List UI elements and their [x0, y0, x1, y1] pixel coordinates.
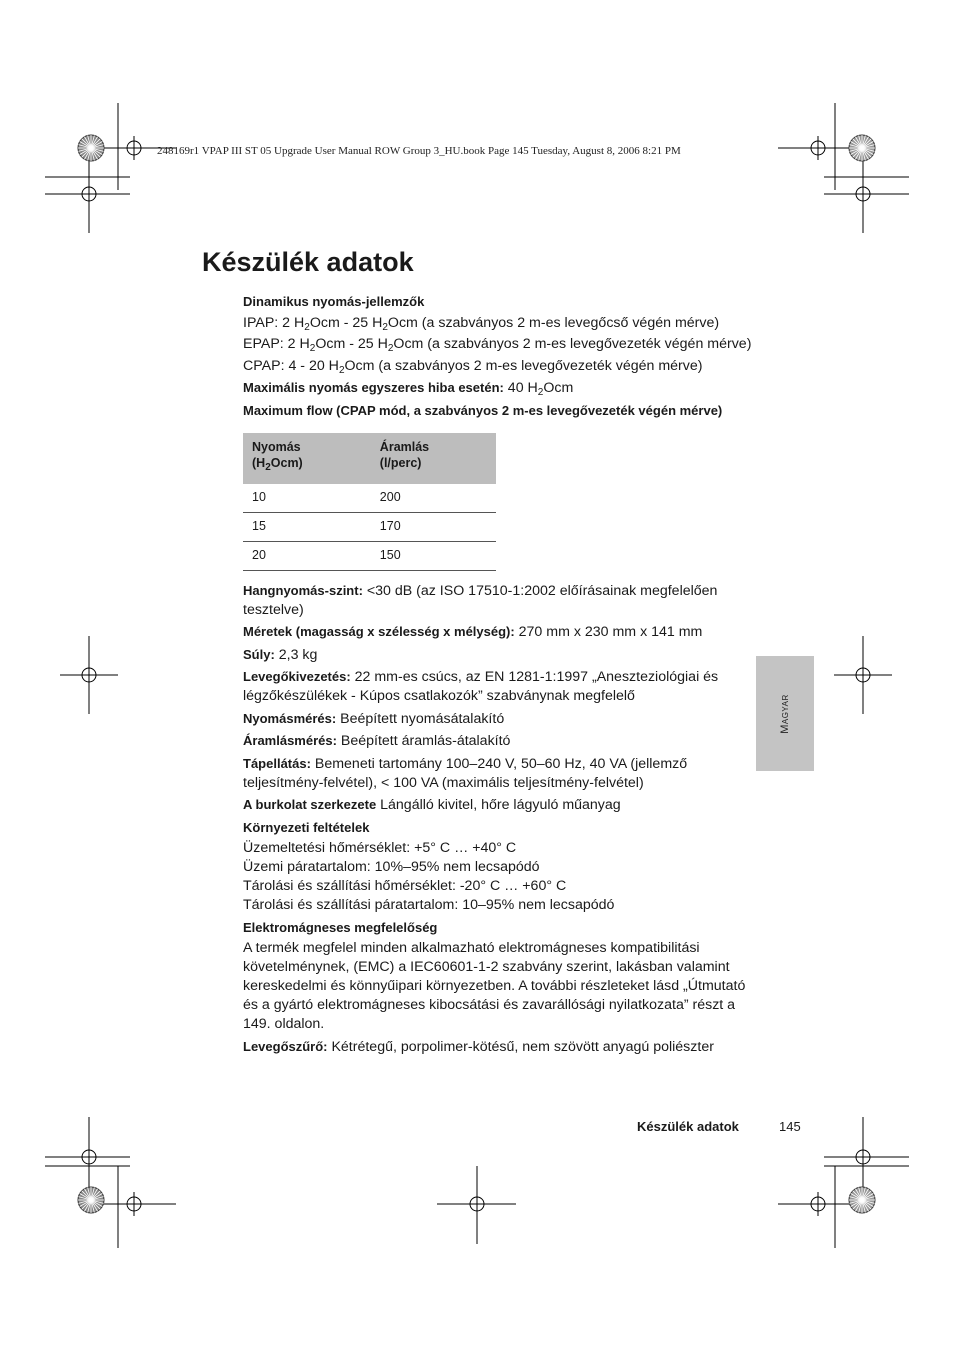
- table-row: 10 200: [243, 484, 496, 513]
- page-title: Készülék adatok: [202, 247, 414, 277]
- dynamic-pressure-heading: Dinamikus nyomás-jellemzők: [243, 294, 425, 309]
- main-content: [243, 292, 758, 1059]
- rosette-target-icon: [849, 135, 875, 161]
- max-pressure-line: Maximális nyomás egyszeres hiba esetén: 40 $H_2Ocm$: [243, 380, 574, 398]
- pressure-measurement-spec: Nyomásmérés: Beépített nyomásátalakító: [243, 710, 505, 727]
- air-filter-spec: Levegőszűrő: Kétrétegű, porpolimer-kötésű, nem szövött anyagú poliészter: [243, 1038, 714, 1055]
- noise-spec: Hangnyomás-szint: <30 dB (az ISO 17510-1:2002 előírásainak megfelelően tesztelve): [243, 582, 718, 618]
- dimensions-spec: Méretek (magasság x szélesség x mélység): 270 mm x 230 mm x 141 mm: [243, 624, 703, 640]
- epap-line: EPAP: 2 $H_2Ocm - 25$ $H_2Ocm$ (a szabványos 2 m-es levegővezeték végén mérve): [243, 336, 752, 354]
- emc-text: A termék megfelel minden alkalmazható elektromágneses kompatibilitási követelménynek, (EMC) a IEC60601-1-2 szabvány szerint, lakásban valamint kereskedelmi és könnyűipari környezetben. A további részleteket lásd „Útmutató és a gyártó elektromágneses kibocsátási és zavarállósági nyilatkozata” részt a 149. oldalon.: [243, 940, 746, 1032]
- language-tab-label: Magyar: [779, 693, 791, 734]
- emc-heading: Elektromágneses megfelelőség: [243, 919, 438, 935]
- housing-spec: A burkolat szerkezete Lángálló kivitel, hőre lágyuló műanyag: [243, 797, 621, 813]
- air-outlet-spec: Levegőkivezetés: 22 mm-es csúcs, az EN 1281-1:1997 „Aneszteziológiai és légzőkészülékek - Kúpos csatlakozók” szabványnak megfelelő: [243, 669, 719, 704]
- footer-title: Készülék adatok: [637, 1119, 739, 1134]
- environment-heading: Környezeti feltételek: [243, 819, 370, 835]
- print-header: 248169r1 VPAP III ST 05 Upgrade User Manual ROW Group 3_HU.book Page 145 Tuesday, August 8, 2006 8:21 PM: [157, 145, 681, 157]
- rosette-target-icon: [78, 1187, 104, 1213]
- table-row: 15 170: [243, 512, 496, 541]
- power-supply-spec: Tápellátás: Bemeneti tartomány 100–240 V, 50–60 Hz, 40 VA (jellemző teljesítmény-felvétel), < 100 VA (maximális teljesítmény-felvétel): [243, 755, 688, 791]
- flow-table: [243, 433, 496, 571]
- flow-table-header-flow: Áramlás (l/perc): [371, 433, 496, 484]
- flow-measurement-spec: Áramlásmérés: Beépített áramlás-átalakító: [243, 733, 511, 749]
- weight-spec: Súly: 2,3 kg: [243, 646, 318, 663]
- ipap-line: IPAP: 2 $H_2Ocm - 25$ $H_2Ocm$ (a szabványos 2 m-es levegőcső végén mérve): [243, 314, 720, 333]
- rosette-target-icon: [78, 135, 104, 161]
- max-flow-heading: Maximum flow (CPAP mód, a szabványos 2 m-es levegővezeték végén mérve): [243, 402, 723, 418]
- rosette-target-icon: [849, 1187, 875, 1213]
- flow-table-header-pressure: Nyomás $(H_2Ocm)$: [243, 433, 371, 484]
- table-row: 20 150: [243, 541, 496, 570]
- environment-lines: Üzemeltetési hőmérséklet: +5° C … +40° C Üzemi páratartalom: 10%–95% nem lecsapódó Tárolási és szállítási hőmérséklet: -20° C … +60° C Tárolási és szállítási páratartalom: 10–95% nem lecsapódó: [243, 840, 615, 913]
- page-number: 145: [779, 1119, 801, 1134]
- language-tab: [756, 656, 814, 771]
- cpap-line: CPAP: 4 - 20 $H_2Ocm$ (a szabványos 2 m-es levegővezeték végén mérve): [243, 357, 703, 376]
